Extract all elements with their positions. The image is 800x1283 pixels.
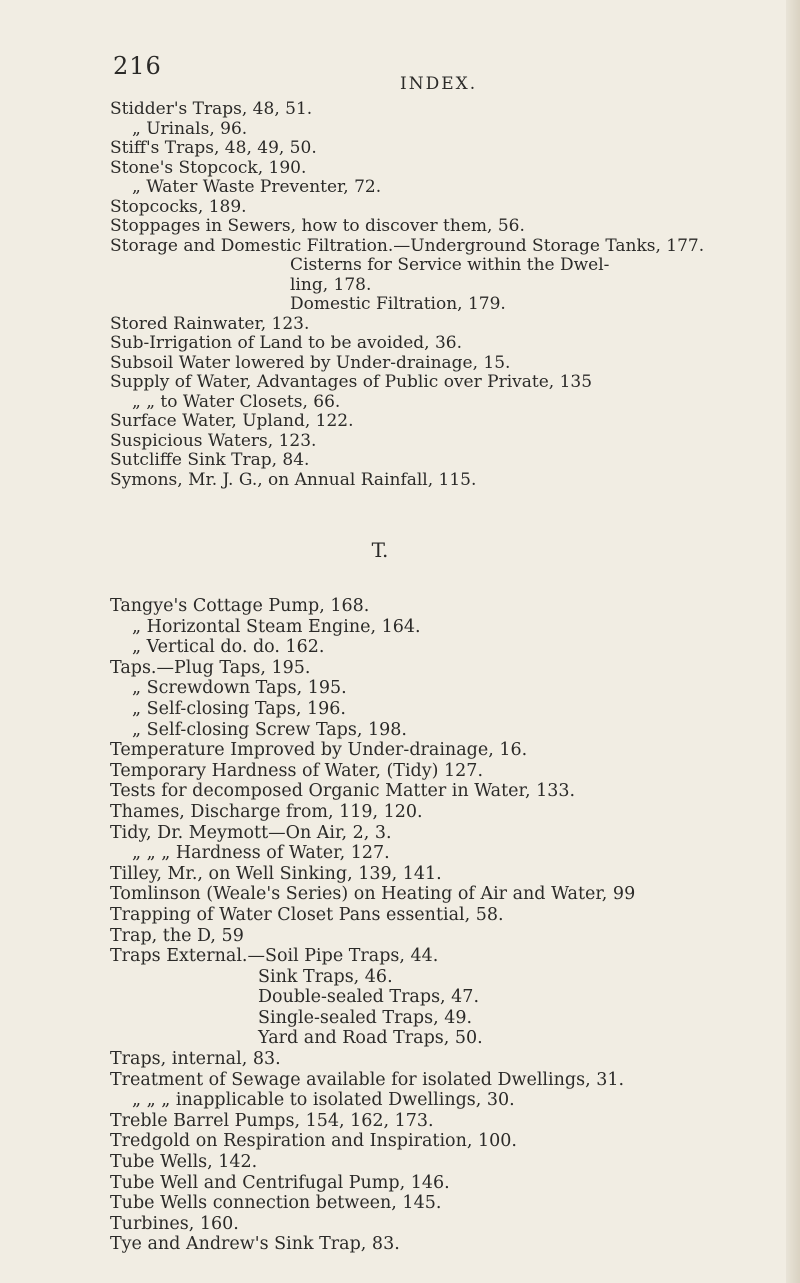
- page-number: 216: [113, 52, 162, 80]
- index-entry: Yard and Road Traps, 50.: [258, 1028, 483, 1049]
- index-entry: Tredgold on Respiration and Inspiration, 100.: [110, 1131, 517, 1152]
- index-entry: „ Self-closing Taps, 196.: [132, 698, 346, 719]
- index-entry: „ Vertical do. do. 162.: [132, 637, 325, 658]
- index-entry: Stored Rainwater, 123.: [110, 313, 310, 334]
- index-entry: Storage and Domestic Filtration.—Underground Storage Tanks, 177.: [110, 235, 705, 256]
- index-entry: „ „ „ inapplicable to isolated Dwellings, 30.: [132, 1090, 515, 1111]
- index-entry: Domestic Filtration, 179.: [290, 294, 506, 314]
- index-entry: Double-sealed Traps, 47.: [258, 987, 480, 1008]
- index-entries: [110, 100, 770, 1255]
- index-entry: „ Screwdown Taps, 195.: [132, 678, 347, 699]
- index-entry: Cisterns for Service within the Dwel-: [290, 255, 610, 275]
- index-entry: Surface Water, Upland, 122.: [110, 411, 354, 431]
- index-entry: Sutcliffe Sink Trap, 84.: [110, 450, 310, 470]
- index-entry: Stone's Stopcock, 190.: [110, 157, 307, 178]
- index-entry: ling, 178.: [290, 274, 372, 295]
- index-entry: Tube Well and Centrifugal Pump, 146.: [110, 1172, 450, 1193]
- section-heading-t: T.: [371, 538, 389, 562]
- index-entry: Tube Wells, 142.: [110, 1152, 258, 1173]
- index-entry: „ „ to Water Closets, 66.: [132, 391, 341, 412]
- index-entry: Tangye's Cottage Pump, 168.: [110, 596, 370, 616]
- index-entry: Trap, the D, 59: [110, 925, 244, 946]
- index-entry: Suspicious Waters, 123.: [110, 430, 317, 451]
- index-entry: Supply of Water, Advantages of Public over Private, 135: [110, 372, 593, 392]
- index-entry: Traps External.—Soil Pipe Traps, 44.: [110, 946, 439, 967]
- index-entry: Treble Barrel Pumps, 154, 162, 173.: [110, 1110, 434, 1131]
- index-entry: „ Urinals, 96.: [132, 118, 248, 139]
- index-entry: Stoppages in Sewers, how to discover them, 56.: [110, 216, 525, 236]
- index-entry: Tube Wells connection between, 145.: [110, 1193, 442, 1214]
- index-entry: Temporary Hardness of Water, (Tidy) 127.: [110, 760, 484, 781]
- index-entry: Sub-Irrigation of Land to be avoided, 36.: [110, 333, 462, 353]
- index-entry: Turbines, 160.: [110, 1213, 239, 1234]
- index-entry: Tilley, Mr., on Well Sinking, 139, 141.: [110, 863, 442, 884]
- running-head: INDEX.: [400, 74, 478, 94]
- index-entry: Traps, internal, 83.: [110, 1049, 281, 1070]
- s-section: [110, 100, 770, 490]
- index-entry: Single-sealed Traps, 49.: [258, 1007, 473, 1028]
- index-entry: Tye and Andrew's Sink Trap, 83.: [110, 1234, 400, 1255]
- index-entry: Symons, Mr. J. G., on Annual Rainfall, 115.: [110, 469, 477, 490]
- index-entry: Subsoil Water lowered by Under-drainage, 15.: [110, 352, 511, 373]
- index-entry: Tests for decomposed Organic Matter in Water, 133.: [110, 781, 576, 802]
- index-entry: Stidder's Traps, 48, 51.: [110, 99, 313, 119]
- index-entry: Temperature Improved by Under-drainage, 16.: [110, 740, 528, 761]
- index-entry: Thames, Discharge from, 119, 120.: [110, 801, 423, 822]
- index-entry: „ Water Waste Preventer, 72.: [132, 177, 382, 197]
- index-entry: „ Horizontal Steam Engine, 164.: [132, 616, 421, 637]
- index-entry: „ Self-closing Screw Taps, 198.: [132, 719, 407, 740]
- index-entry: Trapping of Water Closet Pans essential, 58.: [110, 904, 504, 925]
- t-section: [110, 596, 770, 1255]
- index-entry: Treatment of Sewage available for isolated Dwellings, 31.: [110, 1069, 625, 1090]
- index-entry: Stiff's Traps, 48, 49, 50.: [110, 138, 317, 158]
- page-edge: [786, 0, 800, 1283]
- index-entry: Tidy, Dr. Meymott—On Air, 2, 3.: [110, 822, 392, 843]
- index-entry: Sink Traps, 46.: [258, 966, 393, 987]
- index-entry: Taps.—Plug Taps, 195.: [110, 657, 311, 678]
- index-entry: Stopcocks, 189.: [110, 196, 247, 217]
- index-entry: Tomlinson (Weale's Series) on Heating of Air and Water, 99: [110, 884, 636, 905]
- index-entry: „ „ „ Hardness of Water, 127.: [132, 843, 390, 864]
